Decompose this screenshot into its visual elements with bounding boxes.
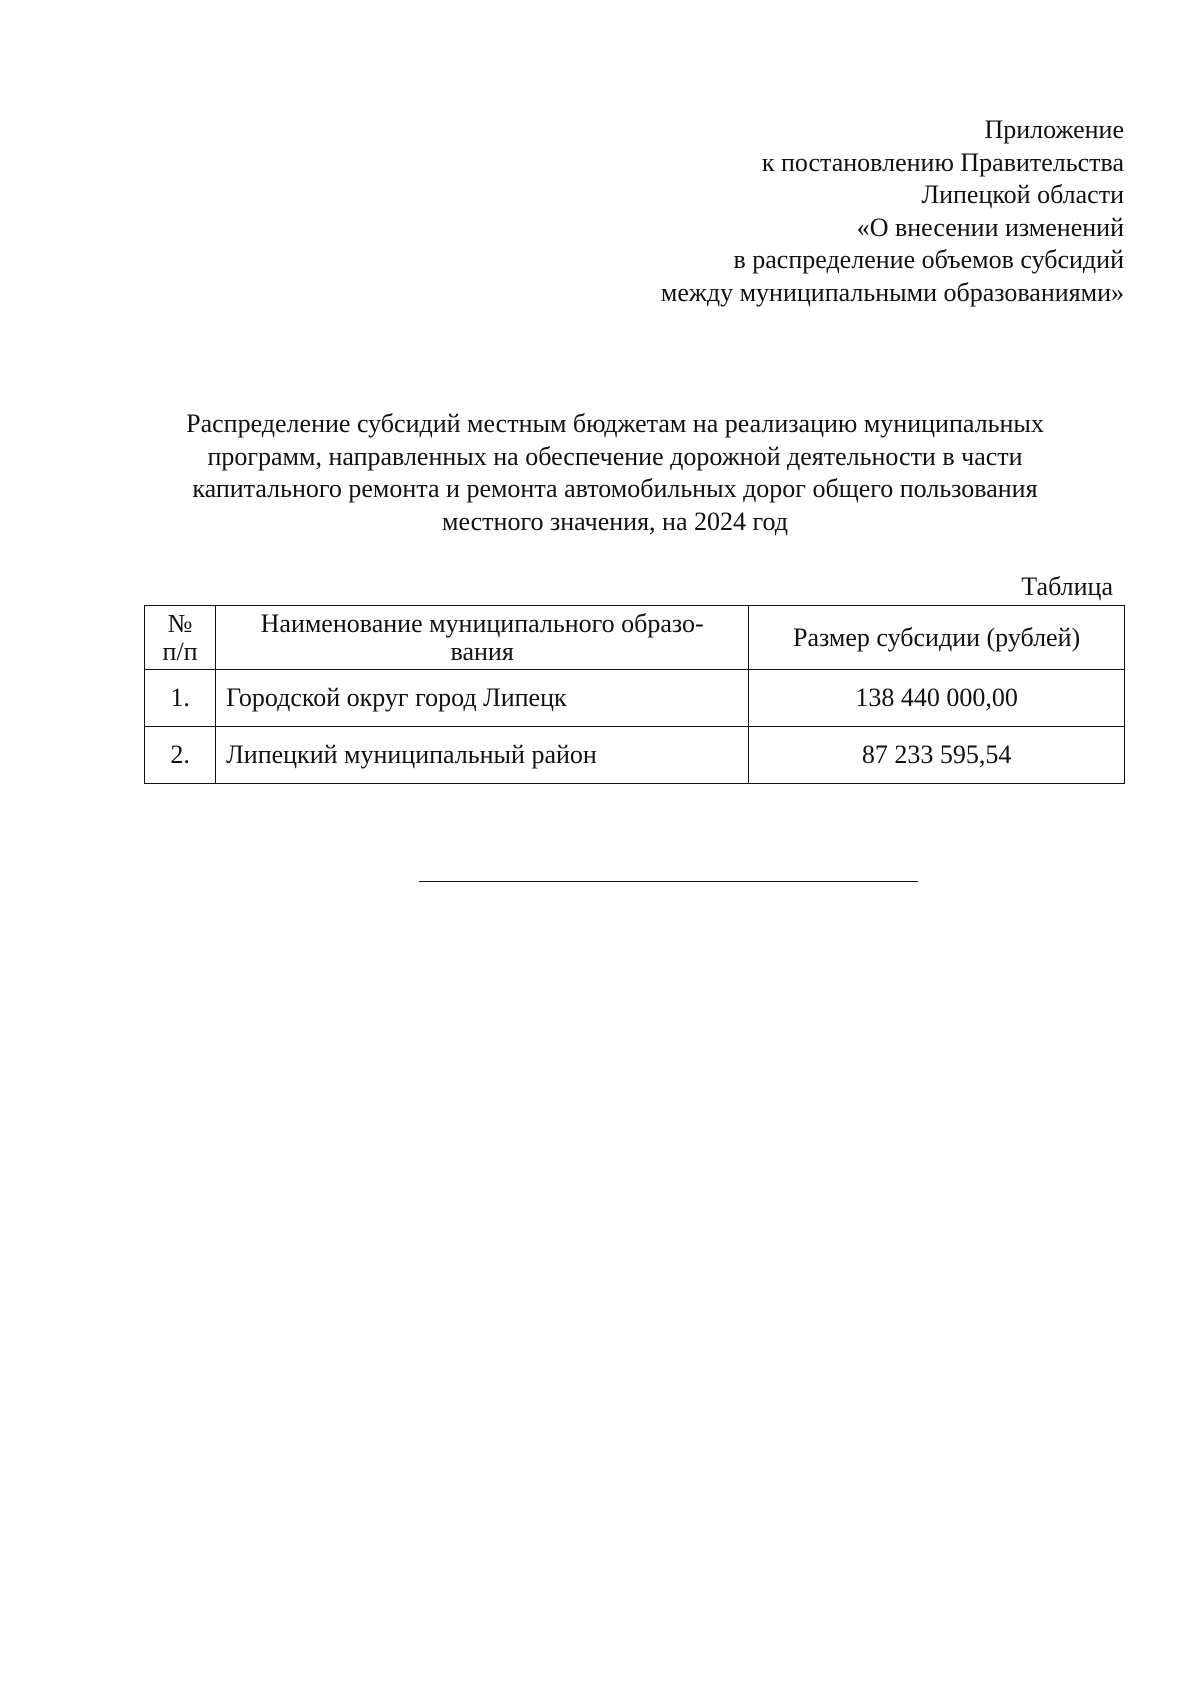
row-subsidy-amount: 138 440 000,00 <box>749 670 1125 727</box>
appendix-line: к постановлению Правительства <box>761 147 1124 177</box>
appendix-line: Приложение <box>984 115 1124 144</box>
appendix-header <box>564 114 1124 310</box>
header-name-line2: вания <box>450 636 514 666</box>
document-title <box>140 408 1090 538</box>
row-number: 2. <box>145 727 216 784</box>
table-row <box>145 670 1125 727</box>
header-number-sign: № <box>167 608 193 638</box>
header-cell-name <box>216 606 749 670</box>
header-name-line1: Наименование муниципального образо- <box>260 608 704 638</box>
table-header-row <box>145 606 1125 670</box>
row-municipality-name: Городской округ город Липецк <box>216 670 749 727</box>
appendix-line: «О внесении изменений <box>856 212 1124 242</box>
table-label: Таблица <box>1021 572 1113 601</box>
appendix-line: Липецкой области <box>921 180 1124 210</box>
title-line: программ, направленных на обеспечение дорожной деятельности в части <box>207 441 1023 471</box>
subsidy-table <box>144 605 1125 784</box>
row-subsidy-amount: 87 233 595,54 <box>749 727 1125 784</box>
row-municipality-name: Липецкий муниципальный район <box>216 727 749 784</box>
table-row <box>145 727 1125 784</box>
appendix-line: между муниципальными образованиями» <box>660 277 1124 307</box>
header-number-abbr: п/п <box>162 636 198 666</box>
row-number: 1. <box>145 670 216 727</box>
closing-divider <box>419 881 918 882</box>
title-line: капитального ремонта и ремонта автомобильных дорог общего пользования <box>192 474 1038 503</box>
header-cell-amount: Размер субсидии (рублей) <box>749 606 1125 670</box>
header-cell-number <box>145 606 216 670</box>
appendix-line: в распределение объемов субсидий <box>733 245 1124 275</box>
title-line: местного значения, на 2024 год <box>441 506 788 536</box>
title-line: Распределение субсидий местным бюджетам на реализацию муниципальных <box>186 409 1044 438</box>
